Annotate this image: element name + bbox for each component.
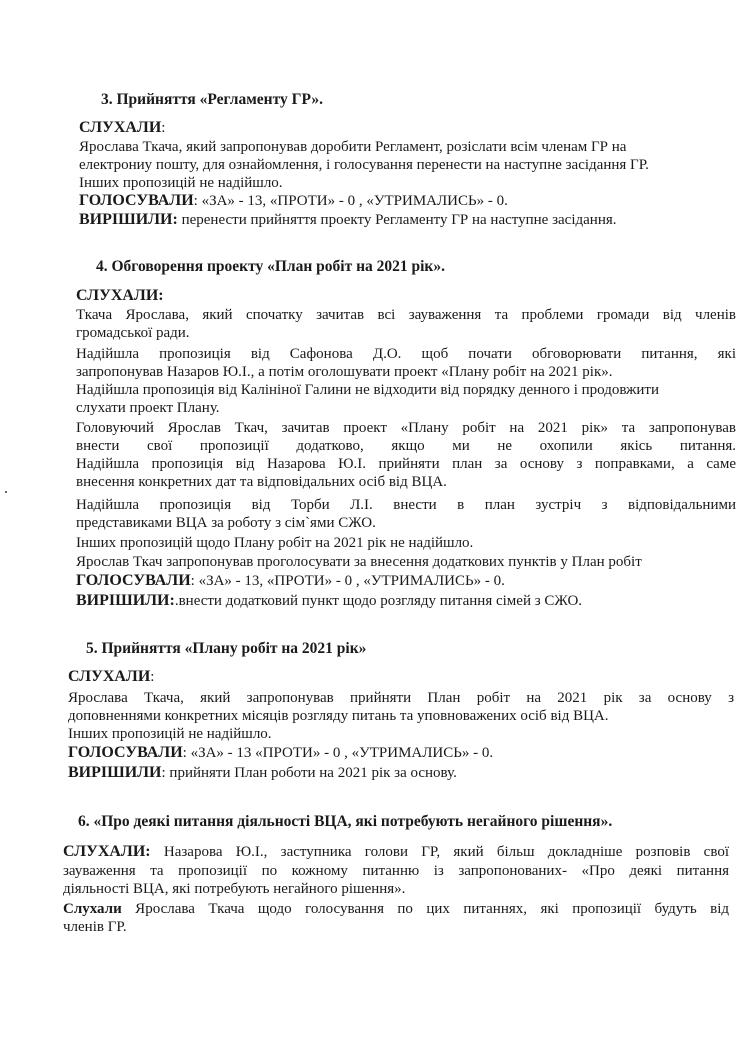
section-4-line: внести свої пропозиції додатково, якщо ми не охопили якісь питання. [76,438,736,454]
heard2-label: Слухали [63,901,122,917]
section-4-line: Надійшла пропозиція від Торби Л.І. внести в план зустріч з відповідальними [76,497,736,513]
decided-label: ВИРІШИЛИ: [76,592,175,609]
section-3-heading: 3. Прийняття «Регламенту ГР». [101,91,323,108]
section-4-line: слухати проект Плану. [76,400,220,416]
section-4-voted: ГОЛОСУВАЛИ: «ЗА» - 13, «ПРОТИ» - 0 , «УТРИМАЛИСЬ» - 0. [76,572,505,589]
section-4-heading: 4. Обговорення проекту «План робіт на 2021 рік». [96,258,445,275]
section-4-heard: СЛУХАЛИ: [76,287,164,304]
heard-label: СЛУХАЛИ [79,119,162,136]
section-3-heard: СЛУХАЛИ: [79,119,166,136]
section-6-line: зауваження та пропозиції по кожному питанню із запропонованих- «Про деякі питання [63,863,729,879]
section-5-line: Ярослава Ткача, який запропонував прийняти План робіт на 2021 рік за основу з [68,690,734,706]
section-6-line: діяльності ВЦА, які потребують негайного рішення». [63,881,406,897]
section-4-line: внесення конкретних дат та відповідальних осіб від ВЦА. [76,474,447,490]
section-4-line: представиками ВЦА за роботу з сім`ями СЖО. [76,515,376,531]
section-5-line: доповненнями конкретних місяців розгляду питань та уповноважених осіб від ВЦА. [68,708,609,724]
section-4-line: Інших пропозицій щодо Плану робіт на 2021 рік не надійшло. [76,535,474,551]
voted-label: ГОЛОСУВАЛИ [76,572,191,589]
section-4-line: Головуючий Ярослав Ткач, зачитав проект «Плану робіт на 2021 рік» та запропонував [76,420,736,436]
section-6-line: членів ГР. [63,919,127,935]
section-3-line: Ярослава Ткача, який запропонував доробити Регламент, розіслати всім членам ГР на [79,139,627,155]
decided-label: ВИРІШИЛИ [68,764,162,781]
section-4-line: запропонував Назаров Ю.І., а потім оголошувати проект «Плану робіт на 2021 рік». [76,364,613,380]
section-3-line: Інших пропозицій не надійшло. [79,175,283,191]
section-5-voted: ГОЛОСУВАЛИ: «ЗА» - 13 «ПРОТИ» - 0 , «УТРИМАЛИСЬ» - 0. [68,744,494,761]
section-4-decided: ВИРІШИЛИ:.внести додатковий пункт щодо розгляду питання сімей з СЖО. [76,592,583,609]
heard-label: СЛУХАЛИ [68,668,151,685]
section-5-line: Інших пропозицій не надійшло. [68,726,272,742]
section-3-decided: ВИРІШИЛИ: перенести прийняття проекту Регламенту ГР на наступне засідання. [79,211,617,228]
section-4-line: Ярослав Ткач запропонував проголосувати за внесення додаткових пунктів у План робіт [76,554,642,570]
section-6-heard: СЛУХАЛИ: Назарова Ю.І., заступника голови ГР, який більш докладніше розповів свої [63,843,729,860]
section-5-heading: 5. Прийняття «Плану робіт на 2021 рік» [86,640,367,657]
section-4-line: громадської ради. [76,325,190,341]
heard-label: СЛУХАЛИ: [63,843,151,860]
section-3-line: електрониу пошту, для ознайомлення, і голосування перенести на наступне засідання ГР. [79,157,649,173]
section-4-line: Ткача Ярослава, який спочатку зачитав всі зауваження та проблеми громади від членів [76,307,736,323]
decided-label: ВИРІШИЛИ: [79,211,178,228]
section-5-decided: ВИРІШИЛИ: прийняти План роботи на 2021 рік за основу. [68,764,457,781]
section-5-heard: СЛУХАЛИ: [68,668,155,685]
scan-mark [5,491,7,493]
section-6-heard2: Слухали Ярослава Ткача щодо голосування по цих питаннях, які пропозиції будуть від [63,901,729,917]
voted-label: ГОЛОСУВАЛИ [79,192,194,209]
voted-label: ГОЛОСУВАЛИ [68,744,183,761]
section-4-line: Надійшла пропозиція від Сафонова Д.О. щоб почати обговорювати питання, які [76,346,736,362]
section-6-heading: 6. «Про деякі питання діяльності ВЦА, які потребують негайного рішення». [78,813,613,830]
section-4-line: Надійшла пропозиція від Назарова Ю.І. прийняти план за основу з поправками, а саме [76,456,736,472]
section-3-voted: ГОЛОСУВАЛИ: «ЗА» - 13, «ПРОТИ» - 0 , «УТРИМАЛИСЬ» - 0. [79,192,508,209]
section-4-line: Надійшла пропозиція від Калініної Галини не відходити від порядку денного і продовжити [76,382,660,398]
